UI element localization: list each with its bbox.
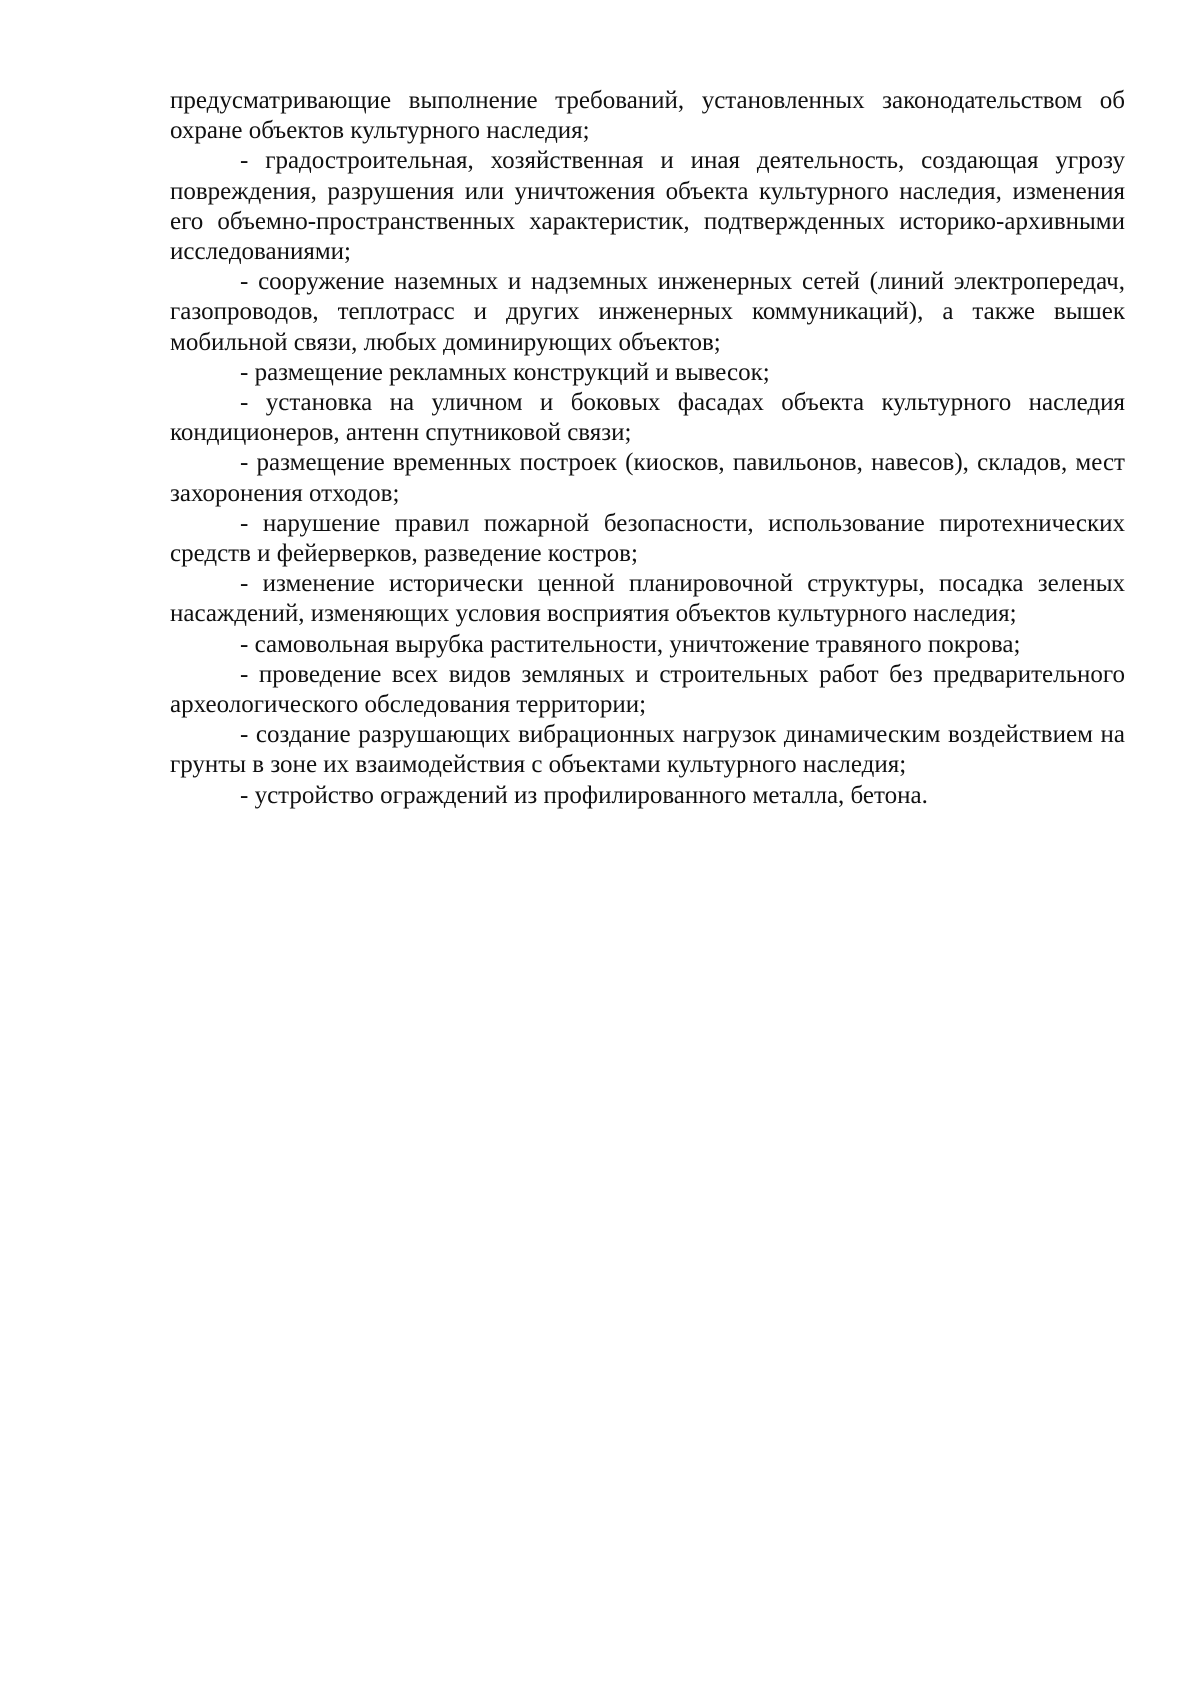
- document-body: [170, 86, 1125, 811]
- list-item-temporary-buildings: - размещение временных построек (киосков, павильонов, навесов), складов, мест захоронения отходов;: [170, 449, 1125, 507]
- list-item-air-conditioners: - установка на уличном и боковых фасадах объекта культурного наследия кондиционеров, антенн спутниковой связи;: [170, 389, 1125, 447]
- list-item-vibration-loads: - создание разрушающих вибрационных нагрузок динамическим воздействием на грунты в зоне их взаимодействия с объектами культурного наследия;: [170, 721, 1125, 779]
- list-item-fire-safety: - нарушение правил пожарной безопасности, использование пиротехнических средств и фейерверков, разведение костров;: [170, 509, 1125, 568]
- list-item-advertising: - размещение рекламных конструкций и вывесок;: [240, 358, 770, 386]
- list-item-planning-structure: - изменение исторически ценной планировочной структуры, посадка зеленых насаждений, изменяющих условия восприятия объектов культурного наследия;: [170, 570, 1125, 628]
- list-item-earthworks: - проведение всех видов земляных и строительных работ без предварительного археологического обследования территории;: [170, 660, 1125, 719]
- list-item-fences: - устройство ограждений из профилированного металла, бетона.: [240, 781, 928, 809]
- list-item-tree-felling: - самовольная вырубка растительности, уничтожение травяного покрова;: [240, 630, 1021, 658]
- list-item-engineering-networks: - сооружение наземных и надземных инженерных сетей (линий электропередач, газопроводов, теплотрасс и других инженерных коммуникаций), а также вышек мобильной связи, любых доминирующих объектов;: [170, 268, 1125, 356]
- paragraph-continuation: предусматривающие выполнение требований, установленных законодательством об охране объектов культурного наследия;: [170, 87, 1125, 145]
- list-item-urban-activity: - градостроительная, хозяйственная и иная деятельность, создающая угрозу повреждения, разрушения или уничтожения объекта культурного наследия, изменения его объемно-пространственных характеристик, подтвержденных историко-архивными исследованиями;: [170, 147, 1125, 266]
